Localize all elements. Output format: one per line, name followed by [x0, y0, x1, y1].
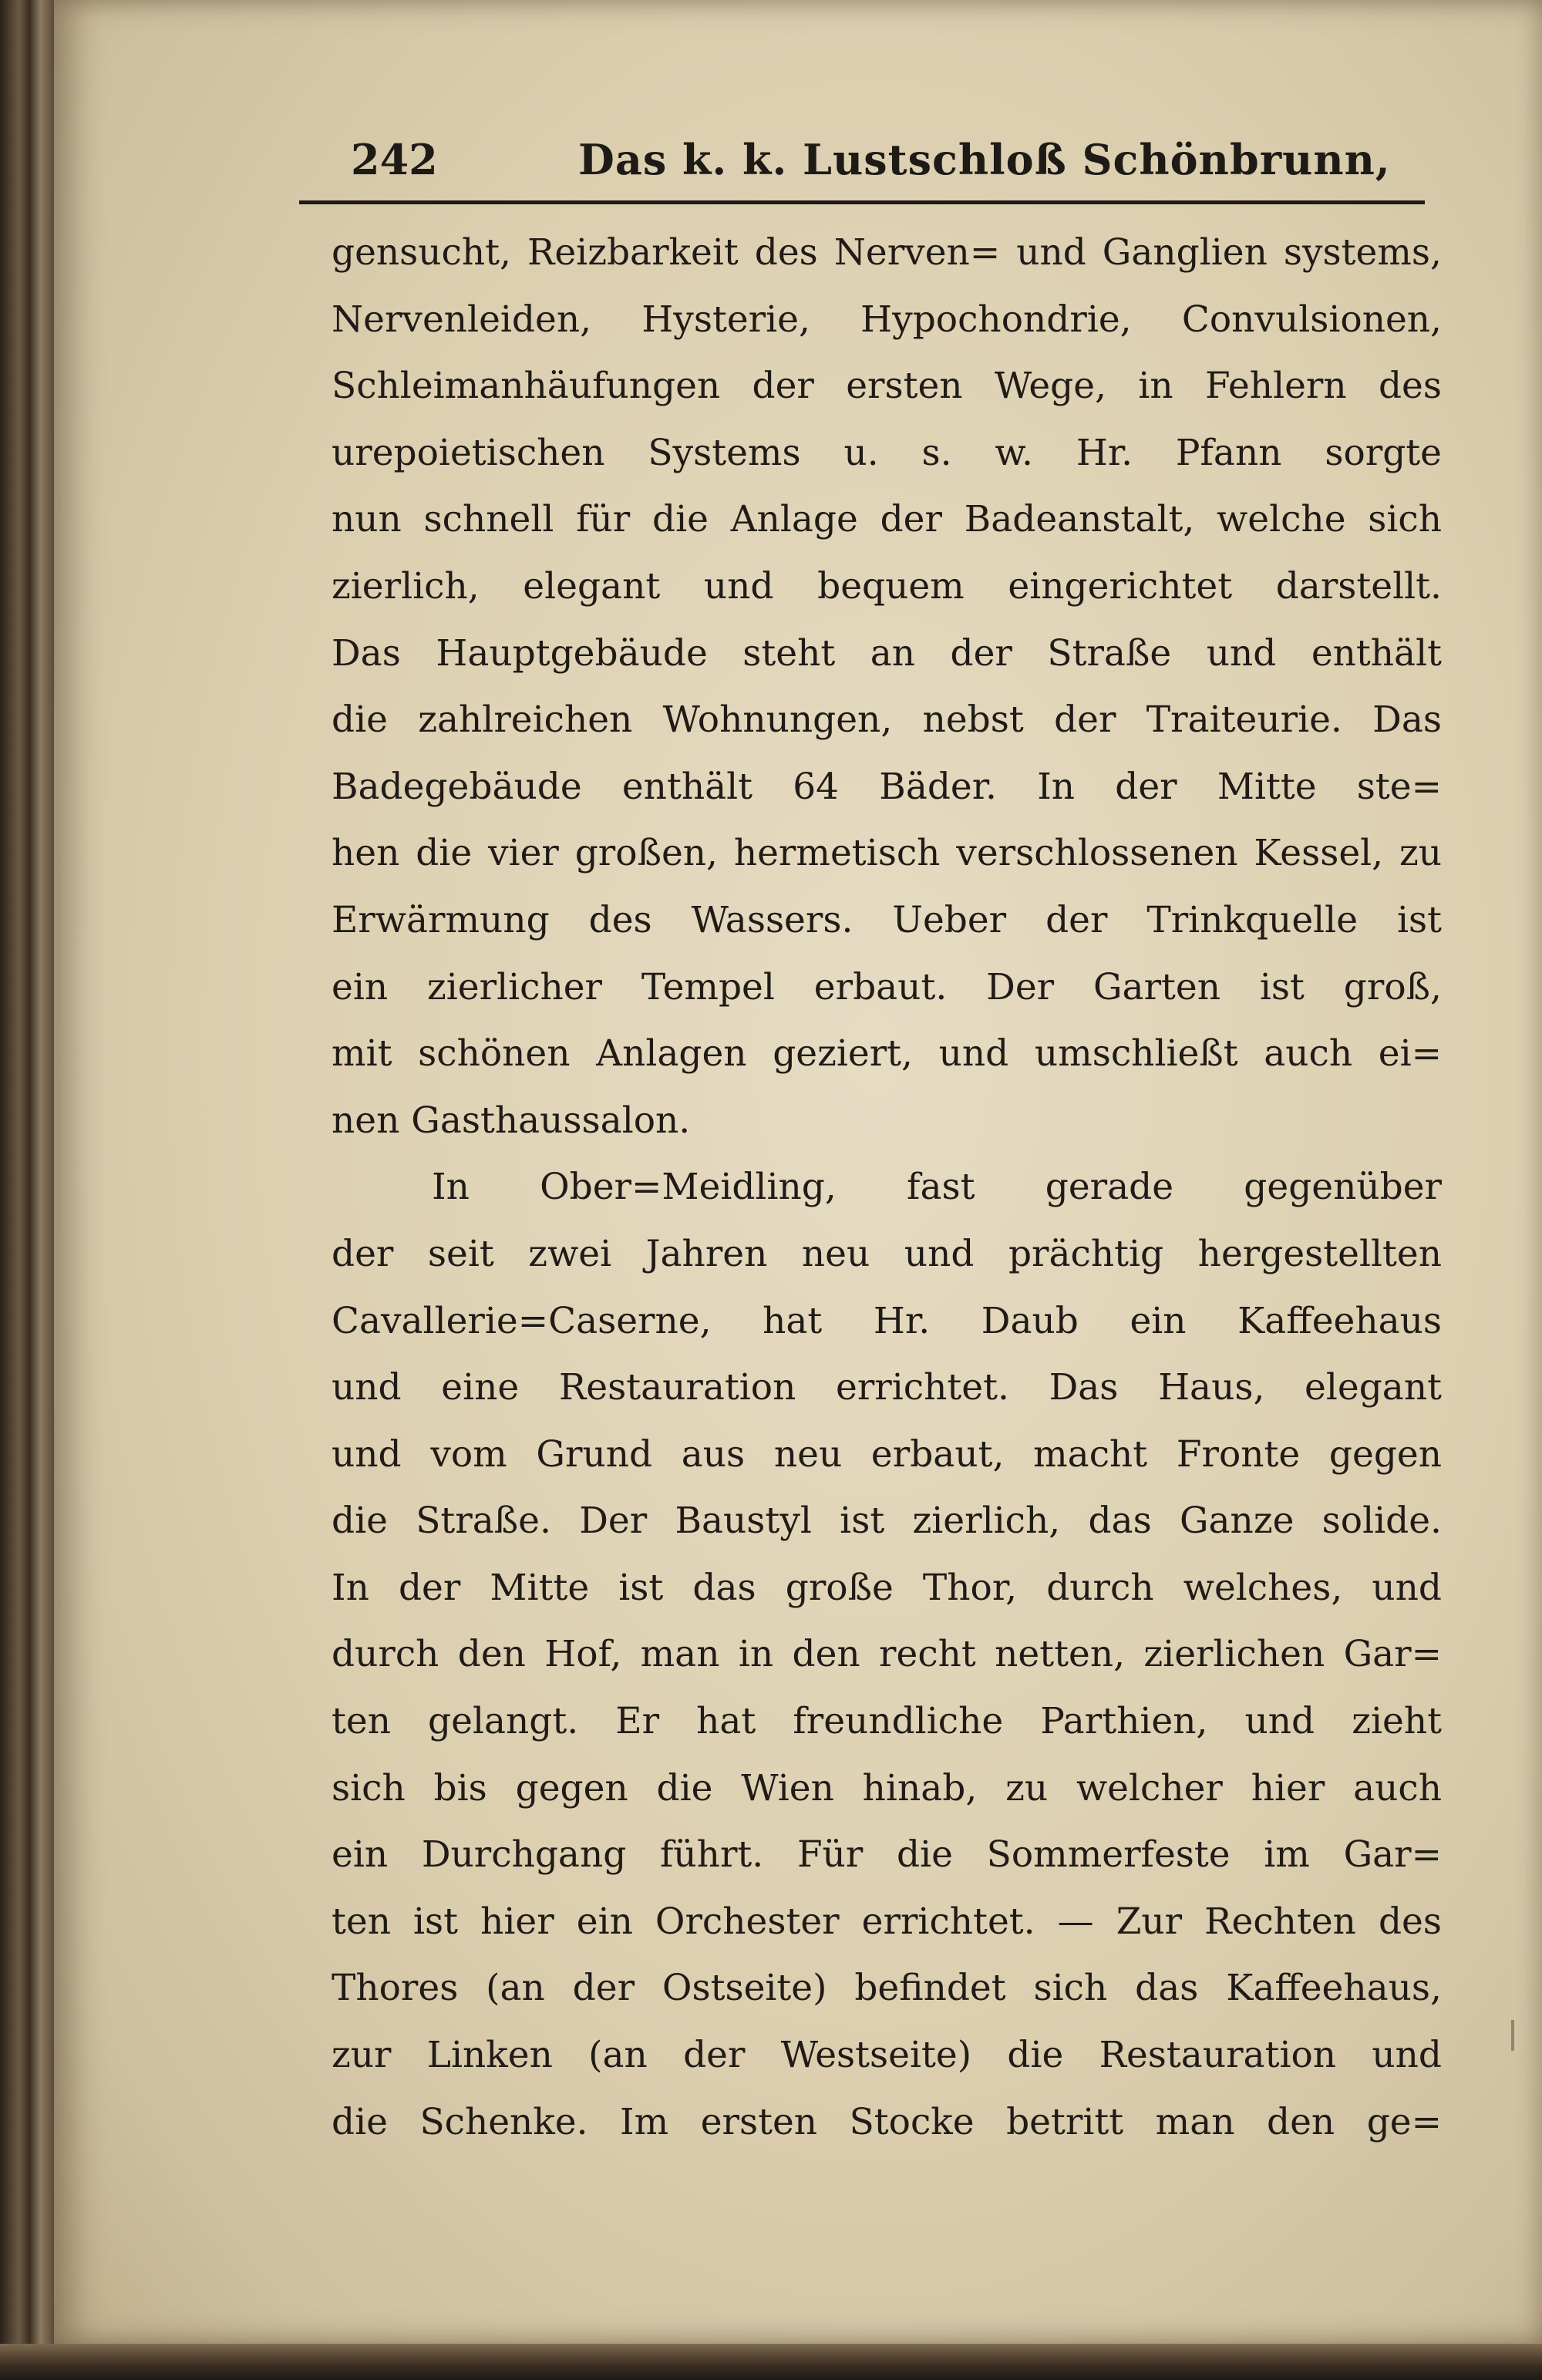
header-rule — [299, 200, 1425, 204]
text-line: zur Linken (an der Westseite) die Restauration und — [332, 2034, 1442, 2077]
text-line: urepoietischen Systems u. s. w. Hr. Pfann sorgte — [332, 431, 1442, 474]
paper-blemish — [1511, 2020, 1514, 2051]
text-line: sich bis gegen die Wien hinab, zu welcher hier auch — [332, 1766, 1442, 1809]
text-line: Erwärmung des Wassers. Ueber der Trinkquelle ist — [332, 898, 1442, 941]
text-line: In der Mitte ist das große Thor, durch welches, und — [332, 1566, 1442, 1609]
text-line: und eine Restauration errichtet. Das Haus, elegant — [332, 1366, 1442, 1409]
text-line: Badegebäude enthält 64 Bäder. In der Mitte ste= — [332, 765, 1442, 808]
text-line: ein zierlicher Tempel erbaut. Der Garten ist groß, — [332, 965, 1442, 1008]
text-line: Thores (an der Ostseite) befindet sich das Kaffeehaus, — [332, 1967, 1442, 2010]
text-line: und vom Grund aus neu erbaut, macht Fronte gegen — [332, 1432, 1442, 1476]
text-line: Cavallerie=Caserne, hat Hr. Daub ein Kaffeehaus — [332, 1299, 1442, 1342]
text-line: ein Durchgang führt. Für die Sommerfeste im Gar= — [332, 1833, 1442, 1877]
text-line: Das Hauptgebäude steht an der Straße und enthält — [332, 631, 1442, 675]
text-line: die Schenke. Im ersten Stocke betritt man den ge= — [332, 2100, 1442, 2143]
text-line: durch den Hof, man in den recht netten, zierlichen Gar= — [332, 1633, 1442, 1676]
book-bottom-edge — [0, 2344, 1542, 2380]
text-line: die zahlreichen Wohnungen, nebst der Traiteurie. Das — [332, 699, 1442, 742]
book-spine-edge — [0, 0, 54, 2380]
body-text — [332, 220, 1442, 2156]
page-number: 242 — [351, 135, 438, 184]
text-line: nun schnell für die Anlage der Badeanstalt, welche sich — [332, 498, 1442, 541]
text-line-paragraph-start: In Ober=Meidling, fast gerade gegenüber — [432, 1166, 1442, 1209]
text-line: Schleimanhäufungen der ersten Wege, in Fehlern des — [332, 365, 1442, 408]
text-line: ten ist hier ein Orchester errichtet. — Zur Rechten des — [332, 1900, 1442, 1943]
running-title: Das k. k. Lustschloß Schönbrunn, — [578, 135, 1391, 184]
text-line: Nervenleiden, Hysterie, Hypochondrie, Convulsionen, — [332, 298, 1442, 341]
text-line: die Straße. Der Baustyl ist zierlich, das Ganze solide. — [332, 1500, 1442, 1543]
text-line: der seit zwei Jahren neu und prächtig hergestellten — [332, 1232, 1442, 1275]
text-line-paragraph-end: nen Gasthaussalon. — [332, 1099, 691, 1142]
text-line: ten gelangt. Er hat freundliche Parthien, und zieht — [332, 1700, 1442, 1743]
text-line: mit schönen Anlagen geziert, und umschließt auch ei= — [332, 1032, 1442, 1076]
text-line: zierlich, elegant und bequem eingerichtet darstellt. — [332, 564, 1442, 608]
text-line: hen die vier großen, hermetisch verschlossenen Kessel, zu — [332, 832, 1442, 875]
text-line: gensucht, Reizbarkeit des Nerven= und Ganglien systems, — [332, 231, 1442, 274]
